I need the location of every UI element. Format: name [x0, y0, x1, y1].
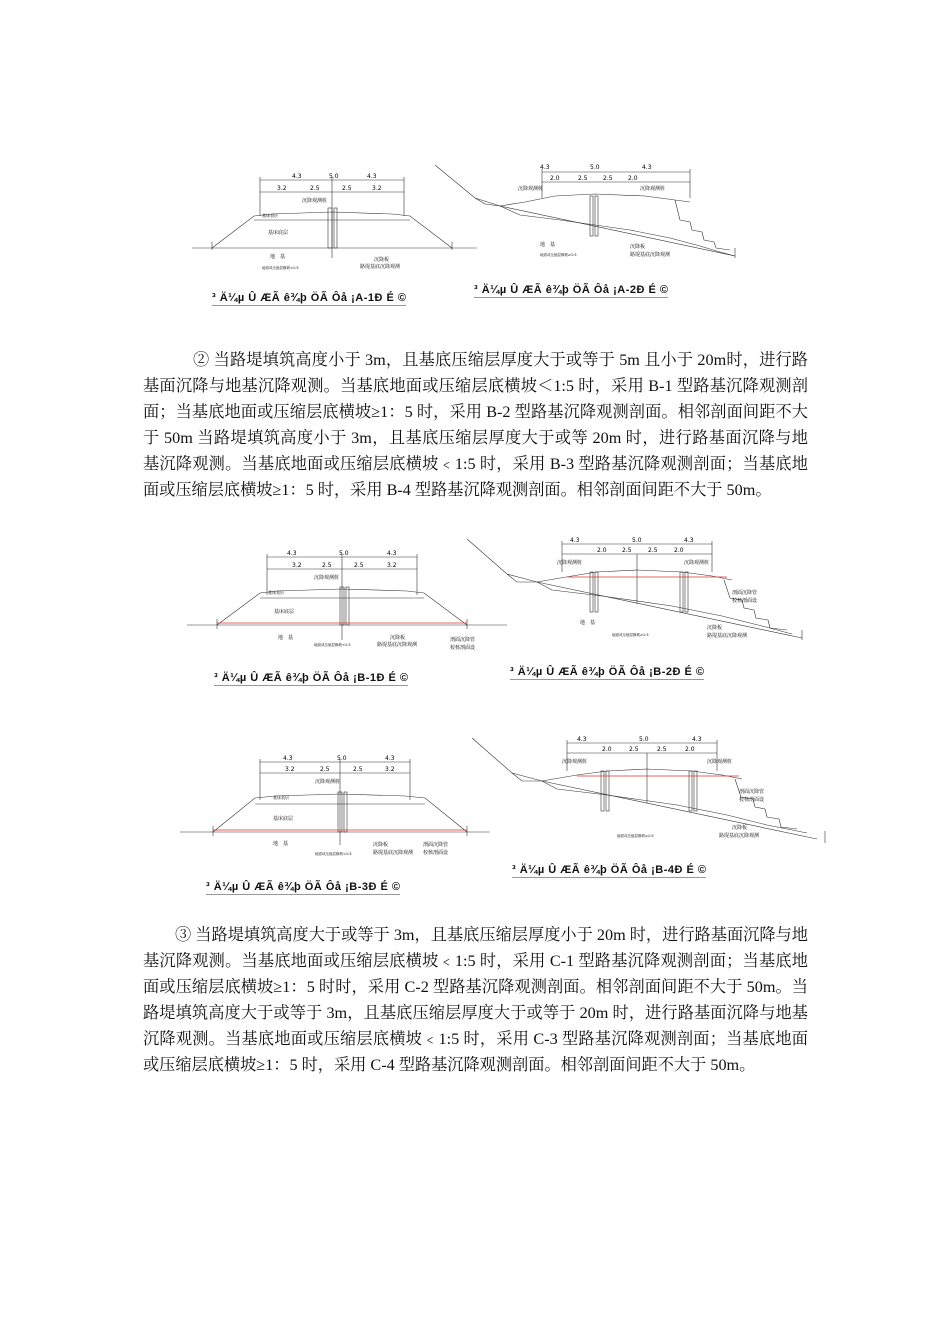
- dim-top-1: 4.3: [570, 537, 580, 544]
- caption-b1: ³ Ä¼µ Û ÆÃ ê¾þ ÖÃ Ôå ¡B-1Ð É ©: [214, 672, 409, 684]
- label-pipe: 剖面沉降管: [450, 637, 476, 643]
- dim-mid-1: 3.2: [285, 766, 295, 773]
- label-bed: 基床底层: [268, 230, 289, 236]
- label-pipe: 剖面沉降管: [739, 789, 765, 795]
- dim-top-1: 4.3: [283, 755, 293, 762]
- label-plate: 沉降板: [630, 244, 646, 250]
- label-slope: 地面或压缩层横坡<1:5: [314, 643, 351, 647]
- label-pile-left: 沉降观测桩: [562, 759, 588, 765]
- caption-b4: ³ Ä¼µ Û ÆÃ ê¾þ ÖÃ Ôå ¡B-4Ð É ©: [512, 864, 707, 876]
- dim-mid-4: 3.2: [372, 185, 382, 192]
- dim-top-3: 4.3: [692, 736, 702, 743]
- figure-b4: [467, 733, 835, 851]
- label-pile-right: 沉降观测桩: [707, 759, 733, 765]
- diagram-b3: [175, 750, 495, 865]
- label-section: 路堤基底沉降观测: [719, 833, 760, 839]
- figure-a2: [430, 160, 750, 272]
- label-section: 路堤基底沉降观测: [377, 642, 418, 648]
- label-pipe: 剖面沉降管: [732, 590, 758, 596]
- dim-top-3: 4.3: [642, 164, 652, 171]
- dim-mid-2: 2.5: [322, 562, 332, 569]
- label-section: 路堤基底沉降观测: [360, 264, 401, 270]
- paragraph-3: ③ 当路堤填筑高度大于或等于 3m，且基底压缩层厚度小于 20m 时，进行路基面沉降与地基沉降观测。当基底地面或压缩层底横坡﹤1:5 时，采用 C-1 型路基沉降观测剖面；当基底地面或压缩层底横坡≥1：5 时时，采用 C-2 型路基沉降观测剖面。相邻剖面间距不大于 50m。当路堤填筑高度大于或等于 3m，且基底压缩层厚度大于或等于 20m 时，进行路基面沉降与地基沉降观测。当基底地面或压缩层底横坡﹤1:5 时，采用 C-3 型路基沉降观测剖面；当基底地面或压缩层底横坡≥1：5 时，采用 C-4 型路基沉降观测剖面。相邻剖面间距不大于 50m。: [143, 926, 808, 1074]
- label-plate: 沉降板: [373, 842, 389, 848]
- label-pile-left: 沉降观测桩: [557, 560, 583, 566]
- label-ground: 地 基: [540, 242, 556, 248]
- dim-top-3: 4.3: [367, 173, 377, 180]
- caption-a2: ³ Ä¼µ Û ÆÃ ê¾þ ÖÃ Ôå ¡A-2Ð É ©: [474, 284, 669, 296]
- dim-top-3: 4.3: [684, 537, 694, 544]
- dim-mid-2: 2.5: [578, 175, 588, 182]
- dim-top-2: 5.0: [632, 537, 642, 544]
- label-pipe2: 校核剖面设: [732, 598, 758, 604]
- label-pipe2: 校核剖面设: [450, 645, 476, 651]
- label-section: 路堤基底沉降观测: [373, 850, 414, 856]
- label-pipe2: 校核剖面设: [423, 850, 449, 856]
- label-slope: 地面或压缩层横坡<1:5: [262, 266, 299, 270]
- paragraph-2: ② 当路堤填筑高度小于 3m，且基底压缩层厚度大于或等于 5m 且小于 20m时，进行路基面沉降与地基沉降观测。当基底地面或压缩层底横坡＜1:5 时，采用 B-1 型路基沉降观测剖面；当基底地面或压缩层底横坡≥1：5 时，采用 B-2 型路基沉降观测剖面。相邻剖面间距不大于 50m 当路堤填筑高度小于 3m，且基底压缩层厚度大于或等 20m 时，进行路基面沉降与地基沉降观测。当基底地面或压缩层底横坡﹤1:5 时，采用 B-3 型路基沉降观测剖面；当基底地面或压缩层底横坡≥1：5 时，采用 B-4 型路基沉降观测剖面。相邻剖面间距不大于 50m。: [143, 351, 808, 499]
- label-slope: 地面或压缩层横坡<1:5: [315, 852, 352, 856]
- caption-b3: ³ Ä¼µ Û ÆÃ ê¾þ ÖÃ Ôå ¡B-3Ð É ©: [206, 881, 401, 893]
- diagram-b4: [467, 733, 835, 851]
- dim-mid-1: 3.2: [292, 562, 302, 569]
- label-slope: 地面或压缩层横坡≥1:5: [540, 253, 577, 257]
- label-plate: 沉降板: [374, 257, 390, 263]
- label-slope: 地面或压缩层横坡≥1:5: [612, 633, 649, 637]
- dim-mid-1: 2.0: [550, 175, 560, 182]
- dim-mid-2: 2.5: [320, 766, 330, 773]
- label-pile-left: 沉降观测桩: [518, 186, 544, 192]
- dim-mid-2: 2.5: [629, 746, 639, 753]
- label-pile: 沉降观测桩: [302, 198, 328, 204]
- dim-mid-3: 2.5: [342, 185, 352, 192]
- label-plate: 沉降板: [707, 625, 723, 631]
- label-surface: 基床表层: [262, 213, 278, 218]
- label-pipe2: 校核剖面设: [739, 797, 765, 803]
- dim-mid-3: 2.5: [354, 562, 364, 569]
- dim-mid-3: 2.5: [603, 175, 613, 182]
- label-slope: 地面或压缩层横坡≥1:5: [617, 834, 654, 838]
- caption-b2: ³ Ä¼µ Û ÆÃ ê¾þ ÖÃ Ôå ¡B-2Ð É ©: [510, 666, 705, 678]
- dim-mid-2: 2.5: [622, 547, 632, 554]
- dim-top-2: 5.0: [639, 736, 649, 743]
- caption-a1: ³ Ä¼µ Û ÆÃ ê¾þ ÖÃ Ôå ¡A-1Ð É ©: [212, 292, 407, 304]
- dim-top-2: 5.0: [329, 173, 339, 180]
- label-section: 路堤基底沉降观测: [630, 252, 671, 258]
- dim-mid-2: 2.5: [310, 185, 320, 192]
- dim-mid-4: 3.2: [387, 562, 397, 569]
- dim-mid-3: 2.5: [648, 547, 658, 554]
- label-ground: 地 基: [580, 620, 596, 626]
- label-pile: 沉降观测桩: [315, 779, 341, 785]
- label-ground: 地 基: [278, 635, 294, 641]
- dim-top-3: 4.3: [387, 550, 397, 557]
- dim-top-2: 5.0: [337, 755, 347, 762]
- dim-mid-4: 2.0: [628, 175, 638, 182]
- label-surface: 基床表层: [268, 590, 284, 595]
- dim-mid-4: 2.0: [674, 547, 684, 554]
- label-pile: 沉降观测桩: [314, 575, 340, 581]
- dim-top-3: 4.3: [385, 755, 395, 762]
- label-plate: 沉降板: [732, 825, 748, 831]
- label-bed: 基床底层: [274, 609, 295, 615]
- dim-top-1: 4.3: [540, 164, 550, 171]
- dim-mid-4: 3.2: [385, 766, 395, 773]
- figure-b2: [462, 534, 822, 652]
- dim-mid-4: 2.0: [685, 746, 695, 753]
- dim-top-1: 4.3: [577, 736, 587, 743]
- label-bed: 基床底层: [273, 816, 294, 822]
- dim-mid-1: 3.2: [277, 185, 287, 192]
- diagram-b2: [462, 534, 822, 652]
- dim-mid-3: 2.5: [657, 746, 667, 753]
- label-ground: 地 基: [270, 254, 286, 260]
- dim-top-1: 4.3: [287, 550, 297, 557]
- label-ground: 地 基: [273, 841, 289, 847]
- label-surface: 基床表层: [273, 795, 289, 800]
- label-plate: 沉降板: [390, 635, 406, 641]
- dim-top-2: 5.0: [590, 164, 600, 171]
- label-pile-right: 沉降观测桩: [684, 560, 710, 566]
- diagram-a2: [430, 160, 750, 272]
- dim-mid-1: 2.0: [597, 547, 607, 554]
- label-section: 路堤基底沉降观测: [707, 633, 748, 639]
- dim-top-1: 4.3: [292, 173, 302, 180]
- dim-mid-3: 2.5: [353, 766, 363, 773]
- label-pipe: 剖面沉降管: [423, 842, 449, 848]
- label-pile-right: 沉降观测桩: [640, 186, 666, 192]
- dim-mid-1: 2.0: [602, 746, 612, 753]
- figure-b3: [175, 750, 495, 865]
- dim-top-2: 5.0: [339, 550, 349, 557]
